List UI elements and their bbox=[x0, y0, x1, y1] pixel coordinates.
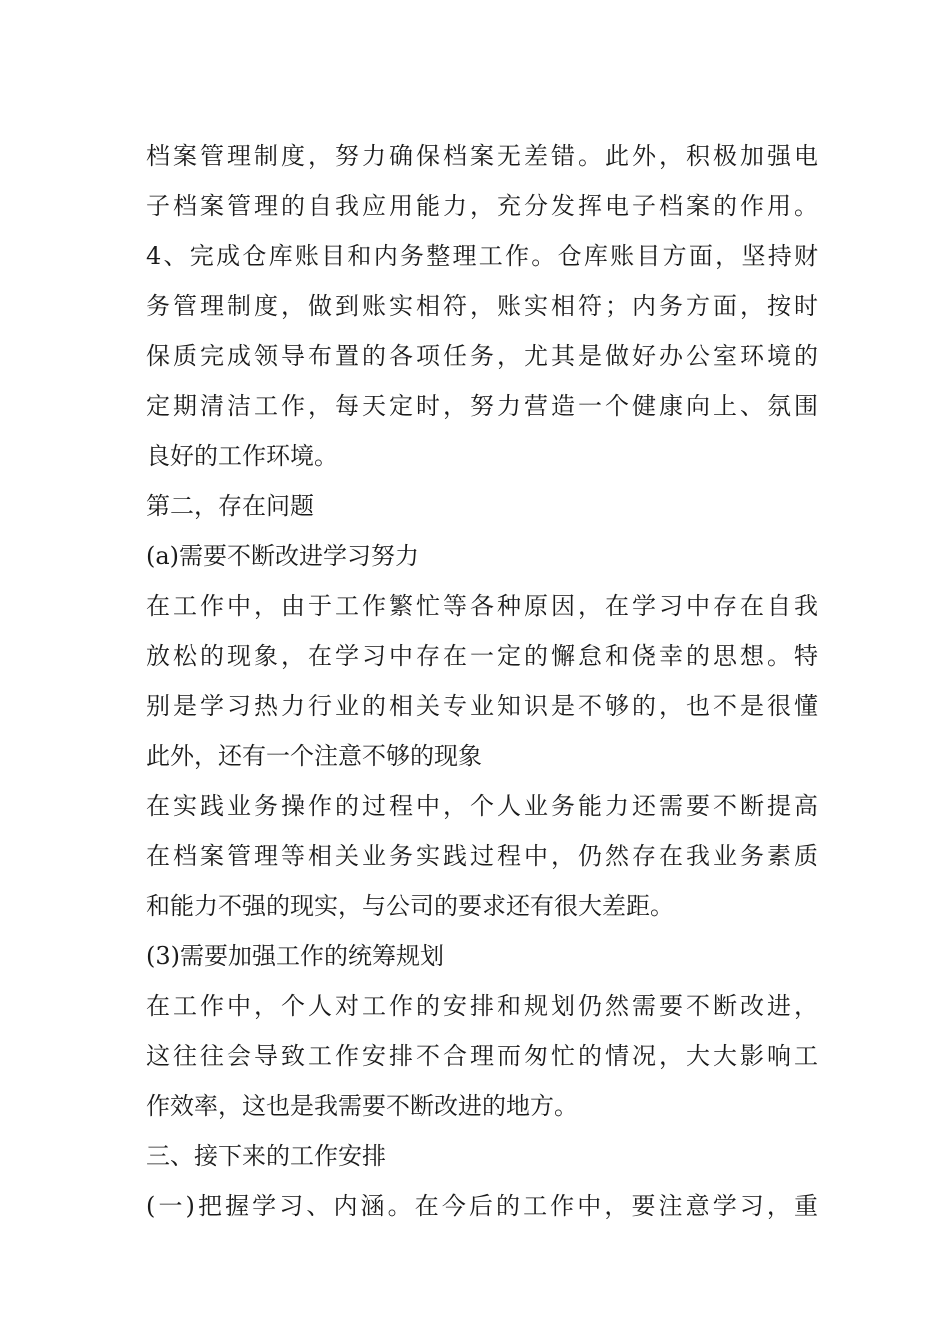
text-line: 4、完成仓库账目和内务整理工作。仓库账目方面，坚持财 bbox=[146, 242, 818, 270]
text-line: 良好的工作环境。 bbox=[146, 442, 338, 470]
text-line: 作效率，这也是我需要不断改进的地方。 bbox=[146, 1092, 578, 1120]
text-line: 定期清洁工作，每天定时，努力营造一个健康向上、氛围 bbox=[146, 392, 818, 420]
text-line: 保质完成领导布置的各项任务，尤其是做好办公室环境的 bbox=[146, 342, 818, 370]
text-line: 此外，还有一个注意不够的现象 bbox=[146, 742, 482, 770]
section-heading: 第二，存在问题 bbox=[146, 492, 314, 520]
text-line: 在工作中，个人对工作的安排和规划仍然需要不断改进， bbox=[146, 992, 818, 1020]
text-line: 放松的现象，在学习中存在一定的懈怠和侥幸的思想。特 bbox=[146, 642, 818, 670]
subsection-heading: (3)需要加强工作的统筹规划 bbox=[146, 942, 444, 970]
text-line: 别是学习热力行业的相关专业知识是不够的，也不是很懂 bbox=[146, 692, 818, 720]
text-line: 务管理制度，做到账实相符，账实相符；内务方面，按时 bbox=[146, 292, 818, 320]
text-line: 和能力不强的现实，与公司的要求还有很大差距。 bbox=[146, 892, 674, 920]
subsection-heading: (a)需要不断改进学习努力 bbox=[146, 542, 420, 570]
text-line: 子档案管理的自我应用能力，充分发挥电子档案的作用。 bbox=[146, 192, 818, 220]
text-line: 在档案管理等相关业务实践过程中，仍然存在我业务素质 bbox=[146, 842, 818, 870]
document-body bbox=[146, 131, 818, 1231]
text-line: 在实践业务操作的过程中，个人业务能力还需要不断提高 bbox=[146, 792, 818, 820]
section-heading: 三、接下来的工作安排 bbox=[146, 1142, 386, 1170]
text-line: 档案管理制度，努力确保档案无差错。此外，积极加强电 bbox=[146, 142, 818, 170]
text-line: 在工作中，由于工作繁忙等各种原因，在学习中存在自我 bbox=[146, 592, 818, 620]
text-line: 这往往会导致工作安排不合理而匆忙的情况，大大影响工 bbox=[146, 1042, 818, 1070]
text-line: (一)把握学习、内涵。在今后的工作中，要注意学习，重 bbox=[146, 1192, 818, 1220]
